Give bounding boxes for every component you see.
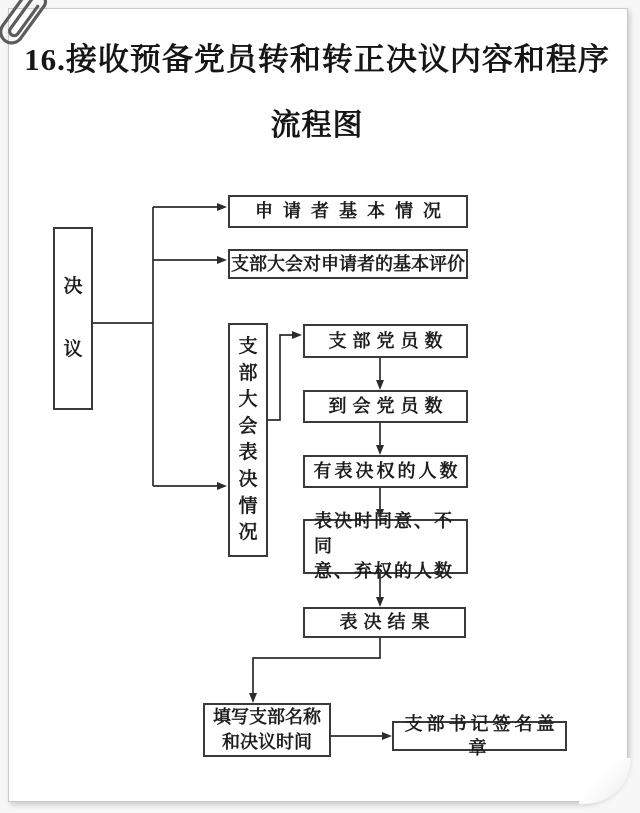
- flow-node-secretary-signature-seal: [392, 713, 567, 758]
- node-label-char: 会: [238, 415, 258, 437]
- flow-node-branch-member-count: [303, 324, 468, 358]
- node-label-line: 意、弃权的人数: [314, 561, 454, 581]
- node-label-char: 情: [238, 495, 258, 517]
- flow-node-branch-meeting-evaluation: [228, 249, 468, 279]
- flow-node-branch-meeting-voting-situation: [228, 323, 268, 557]
- node-label-char: 大: [238, 389, 258, 411]
- flow-node-resolution: [53, 227, 93, 410]
- flow-node-eligible-voter-count: [303, 455, 468, 488]
- node-label-char: 支: [238, 335, 258, 357]
- node-label-char: 决: [63, 275, 83, 297]
- node-label-line: 填写支部名称: [213, 707, 321, 727]
- node-label: 表决结果: [339, 612, 436, 633]
- flow-node-vote-breakdown: [303, 511, 468, 581]
- node-label-line: 和决议时间: [222, 732, 312, 752]
- node-label: 有表决权的人数: [313, 461, 461, 482]
- flow-node-attending-member-count: [303, 390, 468, 423]
- flow-node-applicant-basic-info: [228, 195, 468, 228]
- node-label-char: 议: [63, 339, 83, 361]
- node-label: 支部党员数: [328, 330, 449, 351]
- page-title-line1: 16.接收预备党员转和转正决议内容和程序: [24, 42, 610, 77]
- node-label-char: 况: [238, 522, 258, 544]
- node-label: 到会党员数: [328, 396, 449, 417]
- flow-node-fill-branch-name-date: [203, 703, 331, 757]
- node-label: 申请者基本情况: [255, 201, 451, 222]
- flow-node-vote-result: [303, 607, 466, 638]
- node-label: 支部大会对申请者的基本评价: [231, 253, 465, 274]
- node-label: 支部书记签名盖章: [404, 713, 559, 758]
- page-title-line2: 流程图: [270, 109, 364, 142]
- node-label-char: 表: [238, 442, 258, 464]
- node-label-char: 决: [238, 469, 258, 491]
- node-label-char: 部: [238, 362, 258, 384]
- node-label-line: 表决时同意、不同: [314, 511, 454, 556]
